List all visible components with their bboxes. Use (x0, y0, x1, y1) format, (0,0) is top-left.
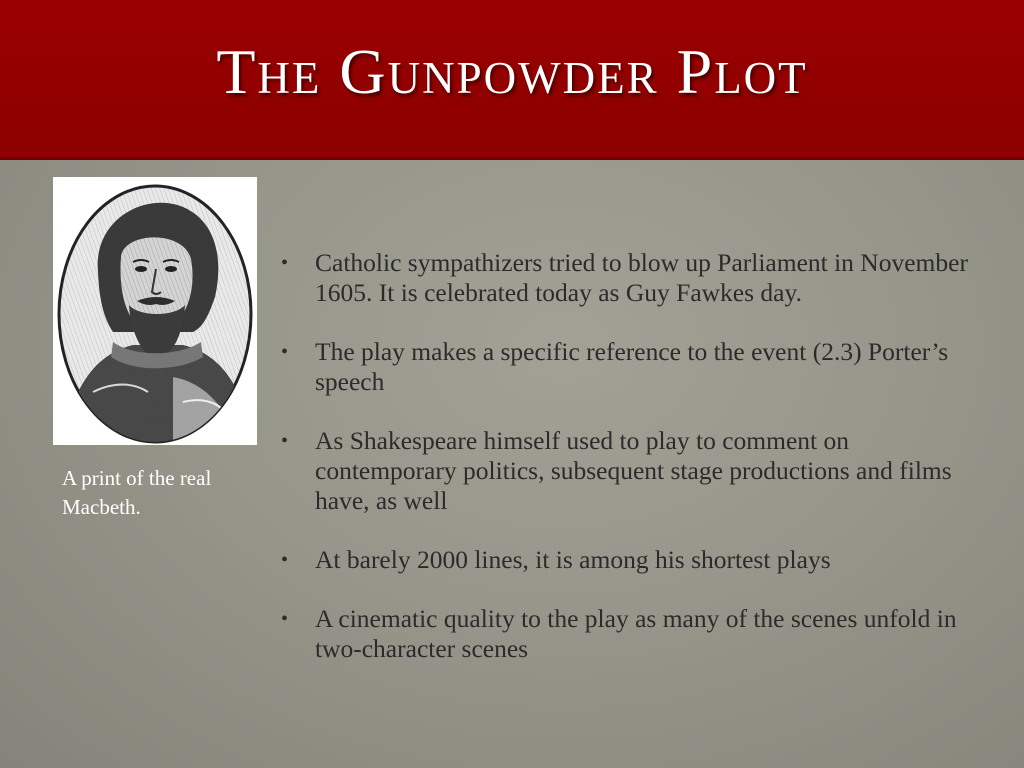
bullet-item (278, 248, 978, 308)
bullet-text: At barely 2000 lines, it is among his shortest plays (315, 545, 831, 574)
bullet-item (278, 604, 978, 664)
bullet-dot-icon: • (281, 430, 289, 452)
image-caption: A print of the real Macbeth. (62, 466, 212, 519)
bullet-dot-icon: • (281, 341, 289, 363)
bullet-list (278, 248, 978, 693)
slide-title: The Gunpowder Plot (216, 36, 808, 107)
bullet-text: As Shakespeare himself used to play to comment on contemporary politics, subsequent stage productions and films have, as well (315, 426, 952, 515)
bullet-item (278, 545, 978, 575)
portrait-engraving (53, 177, 257, 445)
bullet-dot-icon: • (281, 252, 289, 274)
bullet-dot-icon: • (281, 608, 289, 630)
bullet-dot-icon: • (281, 549, 289, 571)
bullet-text: Catholic sympathizers tried to blow up Parliament in November 1605. It is celebrated today as Guy Fawkes day. (315, 248, 968, 307)
bullet-item (278, 337, 978, 397)
title-bar (0, 0, 1024, 160)
bullet-text: A cinematic quality to the play as many of the scenes unfold in two-character scenes (315, 604, 957, 663)
bullet-text: The play makes a specific reference to the event (2.3) Porter’s speech (315, 337, 949, 396)
bullet-item (278, 426, 978, 516)
portrait-image (53, 177, 257, 445)
